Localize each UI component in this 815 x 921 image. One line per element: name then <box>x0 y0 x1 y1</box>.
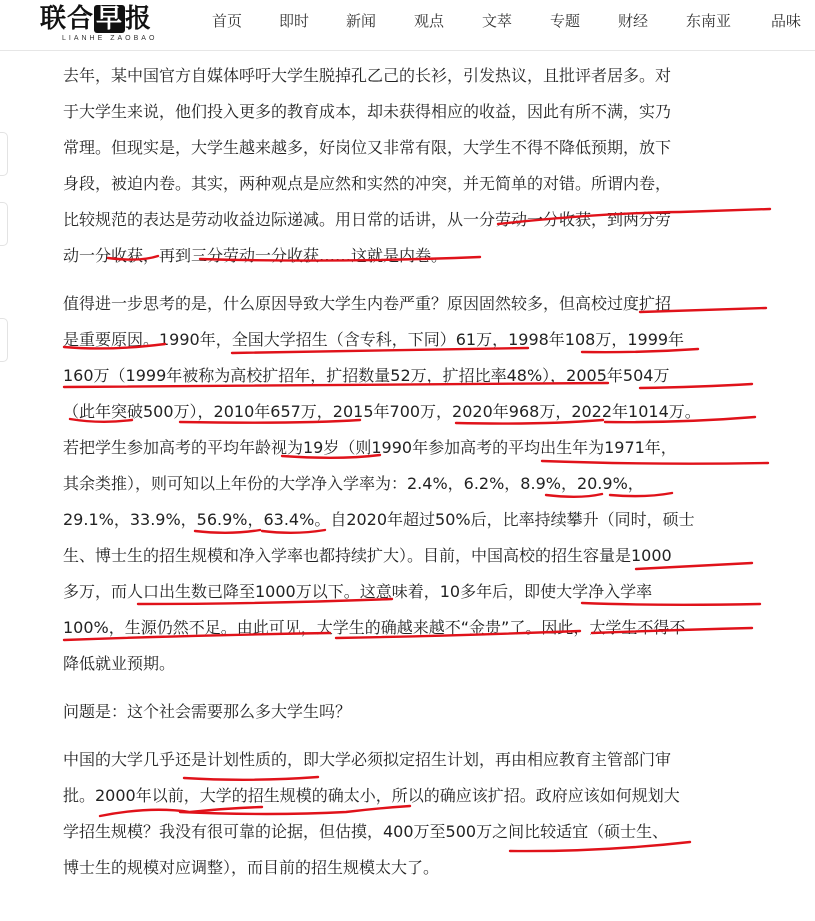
text-line: 其余类推），则可知以上年份的大学净入学率为：2.4%，6.2%，8.9%，20.9%， <box>63 474 644 493</box>
nav-instant[interactable]: 即时 <box>279 12 310 30</box>
nav-lifestyle[interactable]: 品味 <box>771 12 802 30</box>
logo-char-boxed: 早 <box>96 4 124 34</box>
underline-stroke <box>605 417 755 422</box>
underline-stroke <box>456 420 603 424</box>
underline-stroke <box>636 563 752 569</box>
underline-stroke <box>200 257 480 261</box>
underline-stroke <box>510 842 690 851</box>
underline-stroke <box>542 461 768 464</box>
text-line: 值得进一步思考的是，什么原因导致大学生内卷严重？原因固然较多，但高校过度扩招 <box>63 294 672 313</box>
underline-stroke <box>70 419 132 422</box>
text-line: 100%，生源仍然不足。由此可见，大学生的确越来越不“金贵”了。因此，大学生不得不 <box>63 618 686 637</box>
nav-finance[interactable]: 财经 <box>618 12 649 30</box>
underline-stroke <box>582 603 760 605</box>
text-line: 常理。但现实是，大学生越来越多，好岗位又非常有限，大学生不得不降低预期，放下 <box>63 138 672 157</box>
underline-stroke <box>180 420 360 423</box>
underline-stroke <box>138 599 392 604</box>
underline-stroke <box>282 455 380 458</box>
text-line: 生、博士生的招生规模和净入学率也都持续扩大）。目前，中国高校的招生容量是1000 <box>63 546 672 565</box>
text-line: 于大学生来说，他们投入更多的教育成本，却未获得相应的收益，因此有所不满，实乃 <box>63 102 672 121</box>
text-line: 是重要原因。1990年，全国大学招生（含专科，下同）61万，1998年108万，1999年 <box>63 330 685 349</box>
text-line: 若把学生参加高考的平均年龄视为19岁（则1990年参加高考的平均出生年为1971年， <box>63 438 677 457</box>
text-line: 160万（1999年被称为高校扩招年，扩招数量52万，扩招比率48%），2005年504万 <box>63 366 670 385</box>
underline-stroke <box>582 349 698 352</box>
text-line: 批。2000年以前，大学的招生规模的确太小，所以的确应该扩招。政府应该如何规划大 <box>63 786 680 805</box>
text-line: 学招生规模？我没有很可靠的论据，但估摸，400万至500万之间比较适宜（硕士生、 <box>63 822 669 841</box>
underline-stroke <box>108 256 158 260</box>
text-line: 降低就业预期。 <box>63 654 176 673</box>
underline-stroke <box>64 633 330 640</box>
text-line: 动一分收获，再到三分劳动一分收获……这就是内卷。 <box>63 246 448 265</box>
text-line: 博士生的规模对应调整），而目前的招生规模太大了。 <box>63 858 440 877</box>
text-line: 比较规范的表达是劳动收益边际递减。用日常的话讲，从一分劳动一分收获，到两分劳 <box>63 210 672 229</box>
nav-southeast-asia[interactable]: 东南亚 <box>686 12 732 30</box>
logo-char-3: 报 <box>125 4 153 34</box>
underline-stroke <box>232 348 528 353</box>
logo-english: LIANHE ZAOBAO <box>62 35 158 42</box>
text-line: 身段，被迫内卷。其实，两种观点是应然和实然的冲突，并无简单的对错。所谓内卷， <box>63 174 672 193</box>
underline-stroke <box>640 308 766 312</box>
underline-stroke <box>640 384 752 388</box>
underline-stroke <box>64 383 608 387</box>
nav-home[interactable]: 首页 <box>212 12 243 30</box>
nav-opinion[interactable]: 观点 <box>414 12 445 30</box>
text-line: 去年，某中国官方自媒体呼吁大学生脱掉孔乙己的长衫，引发热议，且批评者居多。对 <box>63 66 672 85</box>
text-line: （此年突破500万），2010年657万，2015年700万，2020年968万，2022年1014万。 <box>63 402 701 421</box>
underline-stroke <box>195 530 260 533</box>
text-line: 中国的大学几乎还是计划性质的，即大学必须拟定招生计划，再由相应教育主管部门审 <box>63 750 672 769</box>
underline-stroke <box>546 494 602 497</box>
underline-stroke <box>498 209 770 224</box>
underline-stroke <box>262 530 325 533</box>
underline-stroke <box>336 631 580 638</box>
underline-stroke <box>592 628 752 633</box>
logo-char-1: 联合 <box>40 4 95 34</box>
nav-news[interactable]: 新闻 <box>346 12 377 30</box>
text-line: 29.1%，33.9%，56.9%，63.4%。自2020年超过50%后，比率持续攀升（同时，硕士 <box>63 510 695 529</box>
nav-digest[interactable]: 文萃 <box>482 12 513 30</box>
underline-stroke <box>64 344 165 348</box>
underline-stroke <box>610 493 672 496</box>
text-line: 多万，而人口出生数已降至1000万以下。这意味着，10多年后，即使大学净入学率 <box>63 582 653 601</box>
nav-topics[interactable]: 专题 <box>550 12 581 30</box>
underline-stroke <box>184 777 318 780</box>
text-line: 问题是：这个社会需要那么多大学生吗？ <box>63 702 352 721</box>
